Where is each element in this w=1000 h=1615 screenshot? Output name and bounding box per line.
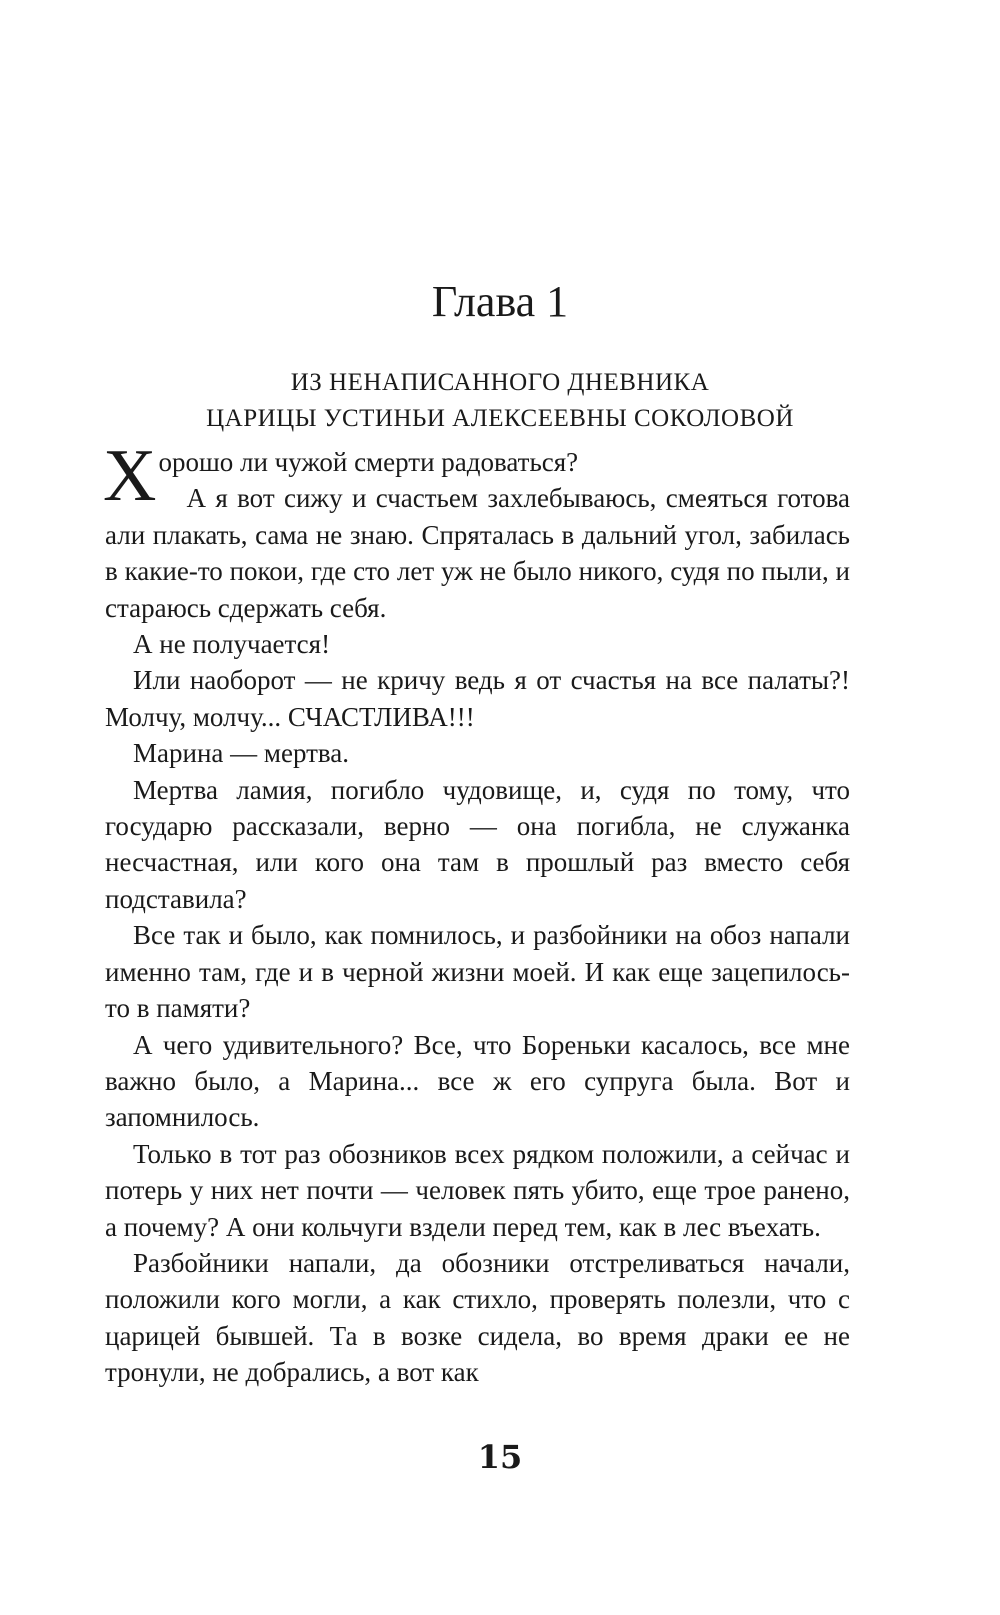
paragraph: Все так и было, как помнилось, и разбойники на обоз напали именно там, где и в черной жизни моей. И как еще зацепилось-то в памяти? bbox=[105, 920, 850, 1024]
paragraph: Или наоборот — не кричу ведь я от счастья на все палаты?! Молчу, молчу... СЧАСТЛИВА!!! bbox=[105, 665, 850, 732]
paragraph: А я вот сижу и счастьем захлебываюсь, смеяться готова али плакать, сама не знаю. Спряталась в дальний угол, забилась в какие-то покои, где сто лет уж не было никого, судя по пыли, и стараюсь сдержать себя. bbox=[105, 483, 850, 623]
chapter-subtitle bbox=[0, 365, 1000, 437]
paragraph: А чего удивительного? Все, что Бореньки касалось, все мне важно было, а Марина... все ж его супруга была. Вот и запомнилось. bbox=[105, 1029, 850, 1133]
paragraph-first bbox=[103, 435, 850, 517]
subtitle-line-1: ИЗ НЕНАПИСАННОГО ДНЕВНИКА bbox=[290, 369, 710, 396]
page-number: 15 bbox=[477, 1438, 523, 1476]
body-text bbox=[103, 435, 850, 1391]
paragraph: А не получается! bbox=[133, 629, 331, 660]
paragraph: Марина — мертва. bbox=[133, 738, 350, 769]
paragraph: Только в тот раз обозников всех рядком положили, а сейчас и потерь у них нет почти — человек пять убито, еще трое ранено, а почему? А они кольчуги вздели перед тем, как в лес въехать. bbox=[105, 1138, 850, 1242]
drop-cap: Х bbox=[103, 435, 157, 517]
paragraph: Мертва ламия, погибло чудовище, и, судя по тому, что государю рассказали, верно — она погибла, не служанка несчастная, или кого она там в прошлый раз вместо себя подставила? bbox=[105, 774, 850, 914]
first-paragraph-text: орошо ли чужой смерти радоваться? bbox=[158, 447, 579, 477]
paragraph: Разбойники напали, да обозники отстреливаться начали, положили кого могли, а как стихло, проверять полезли, что с царицей бывшей. Та в возке сидела, во время драки ее не тронули, не добрались, а вот как bbox=[105, 1247, 850, 1388]
chapter-title: Глава 1 bbox=[431, 277, 569, 326]
subtitle-line-2: ЦАРИЦЫ УСТИНЬИ АЛЕКСЕЕВНЫ СОКОЛОВОЙ bbox=[206, 405, 794, 432]
